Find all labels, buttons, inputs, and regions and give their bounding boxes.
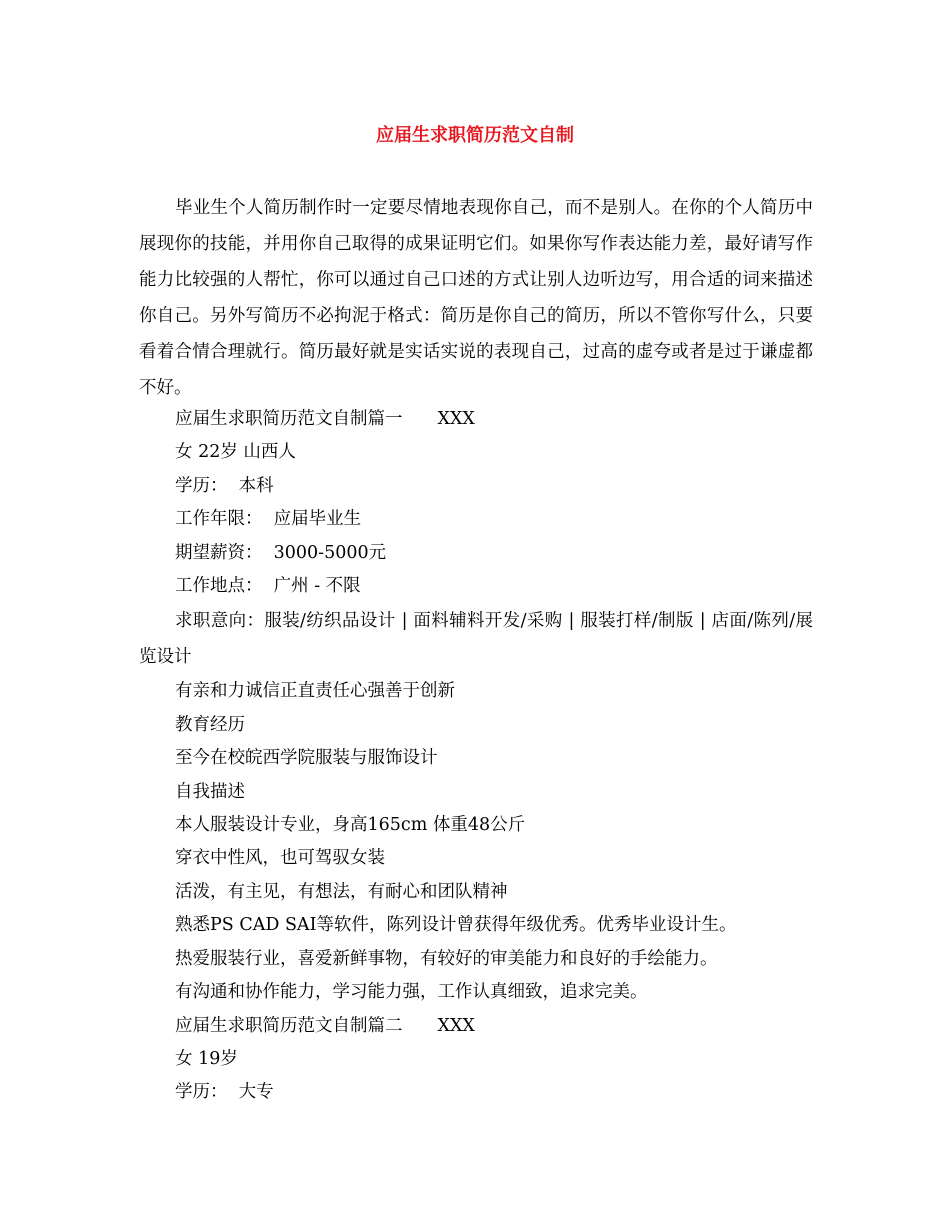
- intro-paragraph: 毕业生个人简历制作时一定要尽情地表现你自己，而不是别人。在你的个人简历中展现你的技能，并用你自己取得的成果证明它们。如果你写作表达能力差，最好请写作能力比较强的人帮忙，你可以通过自己口述的方式让别人边听边写，用合适的词来描述你自己。另外写简历不必拘泥于格式：简历是你自己的简历，所以不管你写什么，只要看着合情合理就行。简历最好就是实话实说的表现自己，过高的虚夸或者是过于谦虚都不好。: [139, 198, 813, 398]
- self-description-line: 热爱服装行业，喜爱新鲜事物，有较好的审美能力和良好的手绘能力。: [175, 948, 718, 969]
- resume-heading-1: 应届生求职简历范文自制篇一 XXX: [175, 409, 475, 429]
- personal-info: 女 22岁 山西人: [175, 442, 296, 463]
- job-intention: 求职意向：服装/纺织品设计 | 面料辅料开发/采购 | 服装打样/制版 | 店面/陈列/展览设计: [139, 611, 813, 668]
- document-title: 应届生求职简历范文自制: [376, 125, 574, 146]
- self-description-line: 有沟通和协作能力，学习能力强，工作认真细致，追求完美。: [175, 982, 648, 1003]
- resume-heading-2: 应届生求职简历范文自制篇二 XXX: [175, 1015, 475, 1036]
- self-description-heading: 自我描述: [175, 781, 245, 802]
- education-heading: 教育经历: [175, 714, 245, 735]
- self-description-line: 本人服装设计专业，身高165cm 体重48公斤: [175, 815, 526, 836]
- self-description-line: 穿衣中性风，也可驾驭女装: [175, 848, 385, 869]
- education-detail: 至今在校皖西学院服装与服饰设计: [175, 748, 438, 769]
- expected-salary: 期望薪资： 3000-5000元: [175, 542, 387, 563]
- personal-info-2: 女 19岁: [175, 1048, 238, 1069]
- education-level: 学历： 本科: [175, 475, 274, 496]
- work-location: 工作地点： 广州 - 不限: [175, 576, 361, 597]
- resume-lines: [139, 403, 813, 1110]
- self-description-line: 熟悉PS CAD SAI等软件，陈列设计曾获得年级优秀。优秀毕业设计生。: [175, 915, 737, 936]
- self-description-line: 活泼，有主见，有想法，有耐心和团队精神: [175, 881, 508, 902]
- work-years: 工作年限： 应届毕业生: [175, 509, 362, 530]
- personal-traits: 有亲和力诚信正直责任心强善于创新: [175, 681, 455, 702]
- education-level-2: 学历： 大专: [175, 1082, 274, 1103]
